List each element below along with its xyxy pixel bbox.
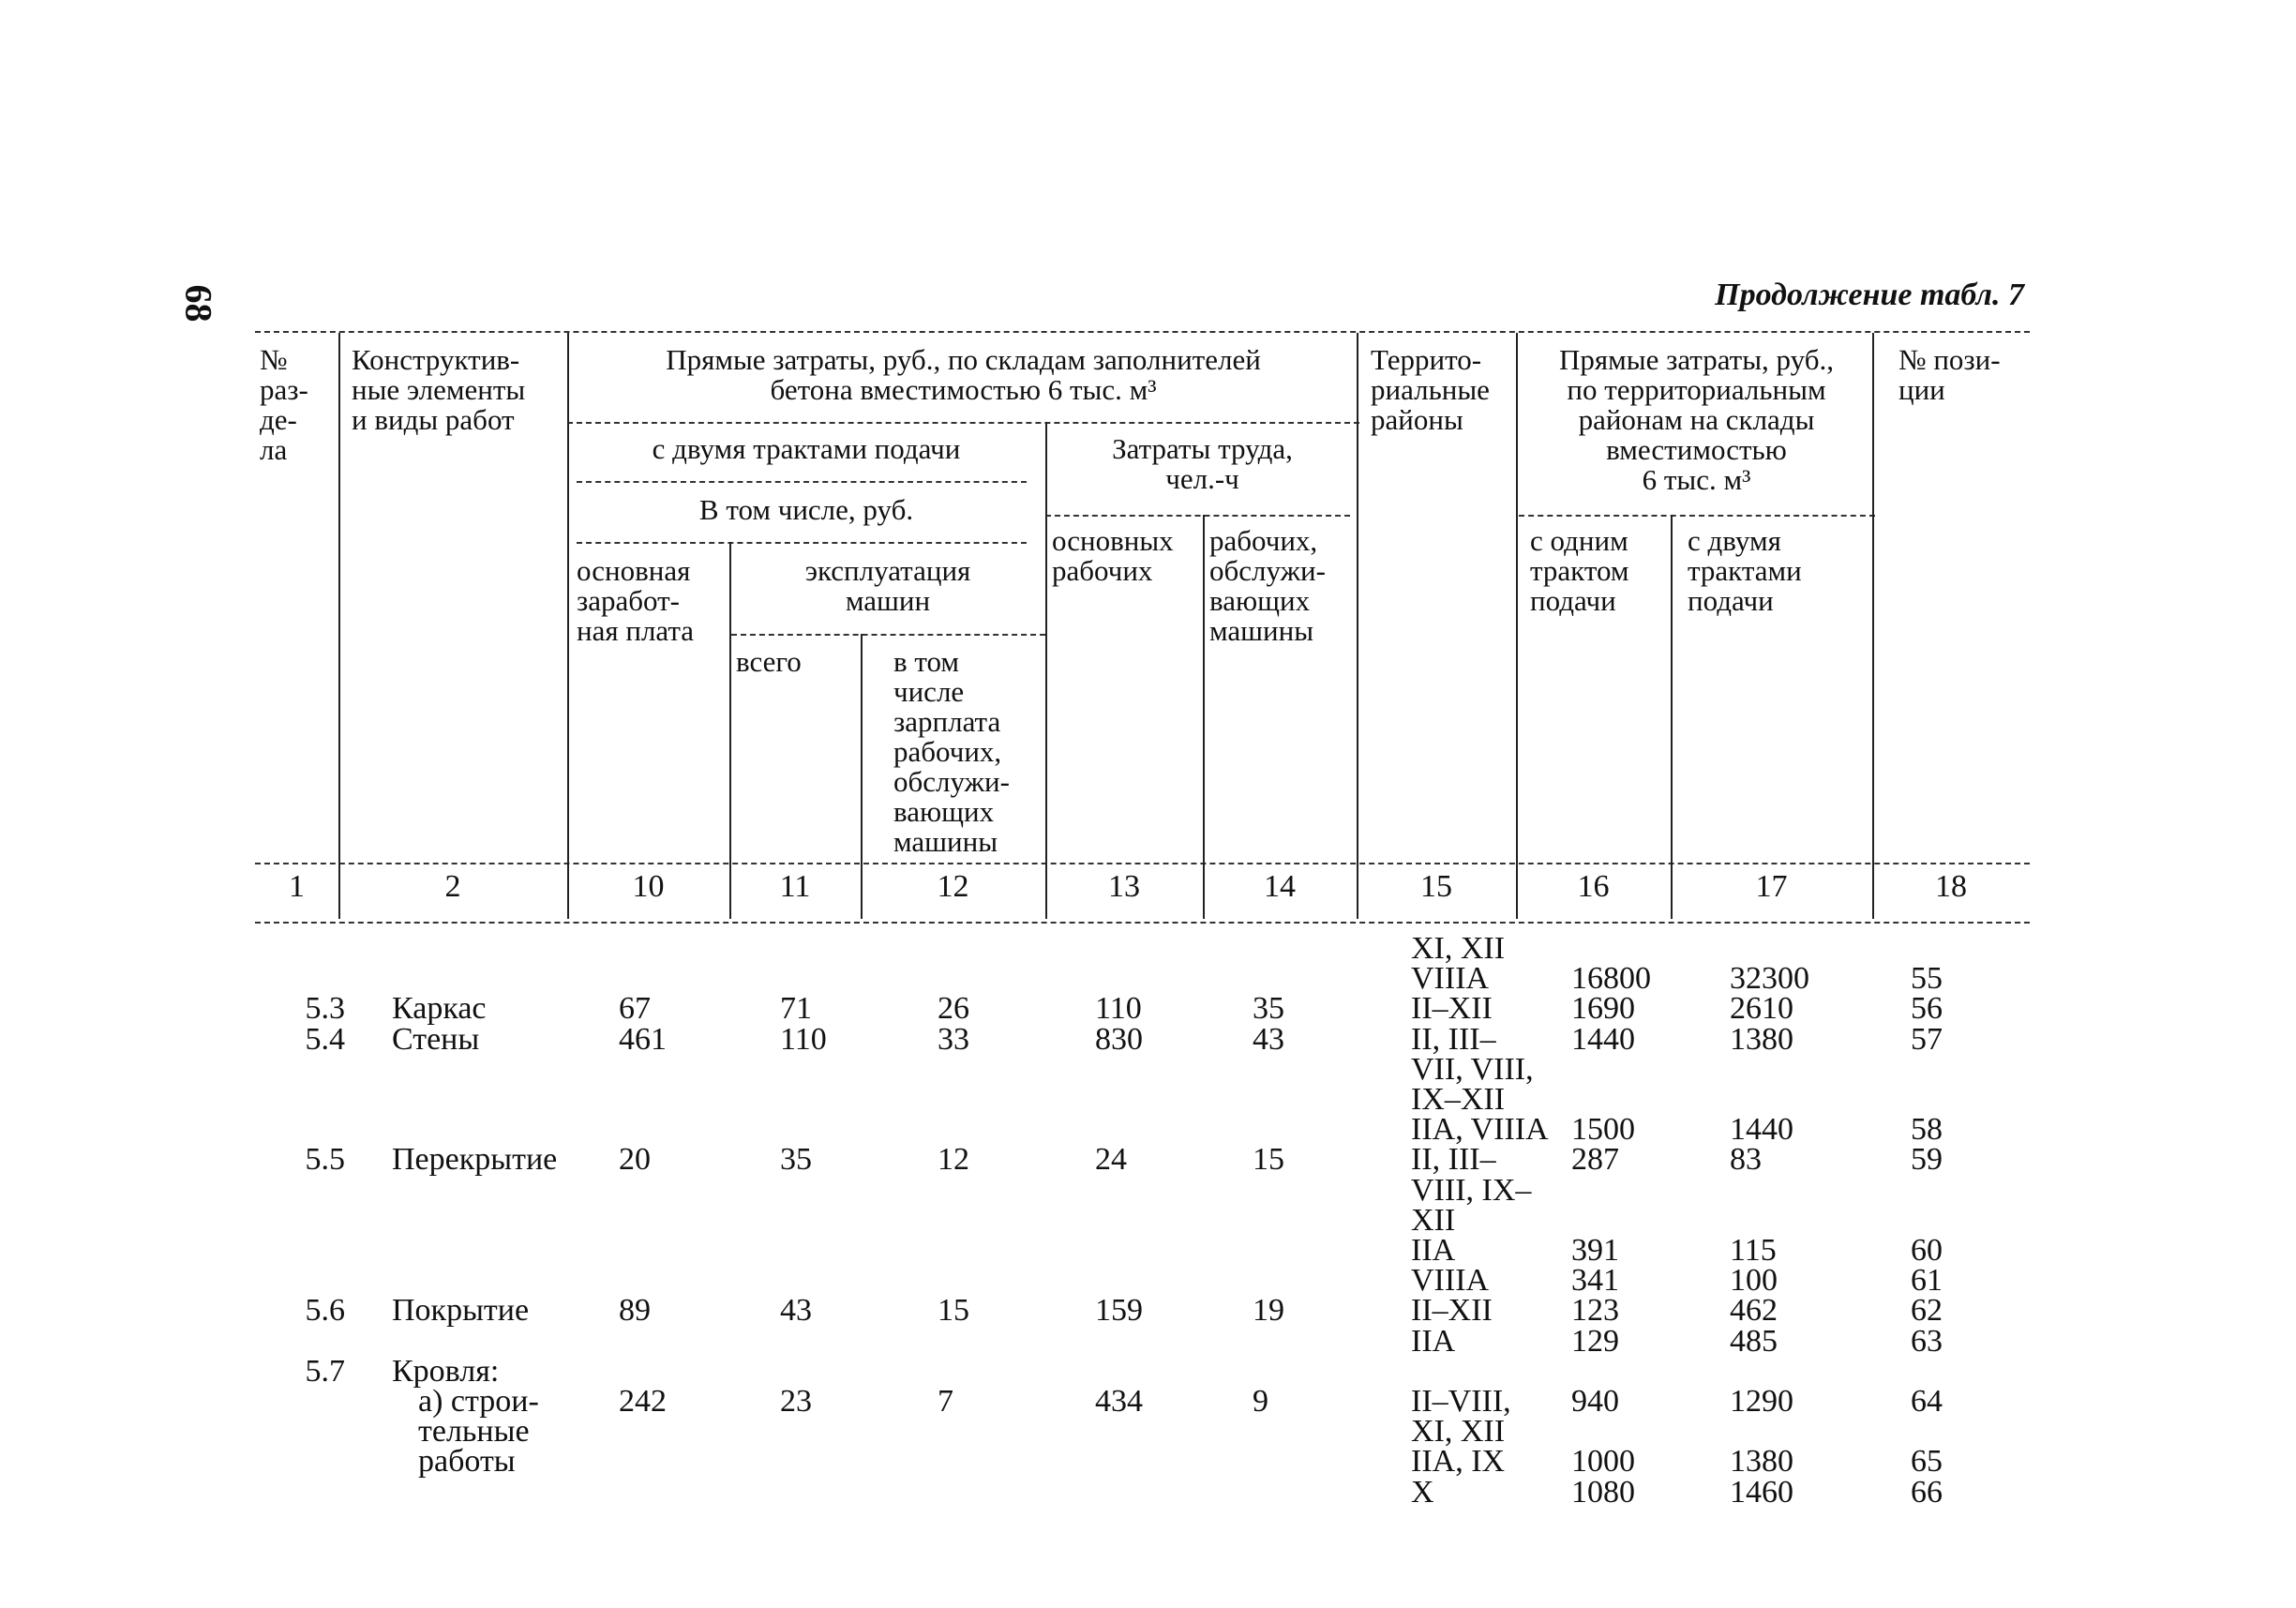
- table-cell-c17: 115: [1730, 1233, 1777, 1268]
- col-number: 17: [1755, 869, 1788, 904]
- table-cell-c12: 15: [938, 1293, 969, 1329]
- table-cell-c16: 129: [1571, 1323, 1619, 1359]
- table-cell-c15: XI, XII: [1411, 1414, 1506, 1450]
- header-rule-labor: [1045, 515, 1350, 517]
- table-cell-c15: II, III–: [1411, 1142, 1496, 1178]
- table-cell-c17: 1290: [1730, 1384, 1793, 1419]
- table-continuation-caption: Продолжение табл. 7: [1715, 278, 2024, 312]
- table-cell-c18: 56: [1911, 991, 1943, 1027]
- table-cell-c13: 159: [1095, 1293, 1143, 1329]
- colnum-bottom-rule: [255, 922, 2030, 924]
- table-cell-c14: 35: [1253, 991, 1284, 1027]
- table-cell-c15: VIIIA: [1411, 961, 1490, 997]
- col-divider: [1872, 333, 1874, 919]
- table-cell-c17: 1440: [1730, 1112, 1793, 1148]
- col-number: 14: [1264, 869, 1296, 904]
- col-divider: [338, 333, 340, 919]
- table-cell-c17: 485: [1730, 1323, 1778, 1359]
- table-cell-c15: II–VIII,: [1411, 1384, 1511, 1419]
- table-cell-c17: 1460: [1730, 1474, 1793, 1510]
- header-rule-direct: [567, 422, 1359, 424]
- table-cell-c16: 123: [1571, 1293, 1619, 1329]
- table-cell-c18: 55: [1911, 961, 1943, 997]
- table-cell-c16: 1080: [1571, 1474, 1635, 1510]
- table-cell-c16: 287: [1571, 1142, 1619, 1178]
- table-cell-c15: IIA: [1411, 1323, 1456, 1359]
- table-cell-c17: 100: [1730, 1263, 1778, 1299]
- table-cell-c10: 242: [619, 1384, 667, 1419]
- col-number: 1: [289, 869, 305, 904]
- col-number: 15: [1420, 869, 1452, 904]
- table-cell-c2: Покрытие: [392, 1293, 530, 1329]
- header-rule-terr: [1519, 515, 1875, 517]
- header-col-12: в том числе зарплата рабочих, обслужи- вающих машины: [893, 645, 1010, 858]
- table-cell-c15: II–XII: [1411, 991, 1493, 1027]
- table-cell-c11: 71: [780, 991, 812, 1027]
- col-number: 12: [937, 869, 969, 904]
- table-cell-c16: 391: [1571, 1233, 1619, 1268]
- header-group-terr: Прямые затраты, руб., по территориальным районам на склады вместимостью 6 тыс. м³: [1558, 343, 1835, 496]
- table-cell-c18: 61: [1911, 1263, 1943, 1299]
- col-divider: [1045, 422, 1047, 919]
- header-rule-two-paths: [577, 481, 1027, 483]
- table-cell-c10: 20: [619, 1142, 651, 1178]
- table-cell-c17: 1380: [1730, 1021, 1793, 1057]
- table-cell-c16: 1440: [1571, 1021, 1635, 1057]
- header-col-10: основная заработ- ная плата: [577, 554, 695, 647]
- table-cell-c12: 7: [938, 1384, 953, 1419]
- table-cell-c14: 43: [1253, 1021, 1284, 1057]
- table-cell-c12: 33: [938, 1021, 969, 1057]
- table-cell-c2: тельные: [418, 1414, 530, 1450]
- table-cell-c10: 89: [619, 1293, 651, 1329]
- header-rule-machines: [731, 634, 1045, 636]
- header-col-1: № раз- де- ла: [260, 343, 308, 466]
- table-cell-c10: 461: [619, 1021, 667, 1057]
- table-cell-c13: 110: [1095, 991, 1142, 1027]
- table-cell-c17: 1380: [1730, 1444, 1793, 1480]
- col-number: 2: [444, 869, 461, 904]
- col-divider: [567, 333, 569, 919]
- table-cell-c1: 5.5: [305, 1142, 345, 1178]
- table-cell-c11: 43: [780, 1293, 812, 1329]
- table-cell-c15: IIA, VIIIA: [1411, 1112, 1549, 1148]
- table-cell-c14: 9: [1253, 1384, 1268, 1419]
- col-divider: [729, 542, 731, 919]
- header-col-13: основных рабочих: [1052, 524, 1174, 587]
- header-group-two-paths: с двумя трактами подачи: [652, 432, 961, 465]
- col-divider: [1203, 515, 1205, 919]
- table-cell-c15: IIA, IX: [1411, 1444, 1506, 1480]
- table-cell-c18: 58: [1911, 1112, 1943, 1148]
- table-cell-c2: Стены: [392, 1021, 480, 1057]
- header-col-11: всего: [736, 645, 802, 678]
- table-cell-c1: 5.6: [305, 1293, 345, 1329]
- table-cell-c16: 1690: [1571, 991, 1635, 1027]
- table-cell-c15: II, III–: [1411, 1021, 1496, 1057]
- table-cell-c14: 19: [1253, 1293, 1284, 1329]
- table-cell-c18: 60: [1911, 1233, 1943, 1268]
- table-cell-c18: 59: [1911, 1142, 1943, 1178]
- table-cell-c10: 67: [619, 991, 651, 1027]
- table-cell-c18: 64: [1911, 1384, 1943, 1419]
- table-cell-c18: 66: [1911, 1474, 1943, 1510]
- header-col-14: рабочих, обслужи- вающих машины: [1209, 524, 1326, 647]
- table-cell-c15: VII, VIII,: [1411, 1051, 1534, 1087]
- table-cell-c11: 23: [780, 1384, 812, 1419]
- header-rule-incl: [577, 542, 1027, 544]
- table-cell-c16: 1500: [1571, 1112, 1635, 1148]
- table-cell-c11: 110: [780, 1021, 827, 1057]
- table-cell-c14: 15: [1253, 1142, 1284, 1178]
- table-top-rule: [255, 331, 2030, 333]
- table-cell-c12: 26: [938, 991, 969, 1027]
- col-divider: [1357, 333, 1358, 919]
- table-cell-c1: 5.3: [305, 991, 345, 1027]
- table-cell-c16: 341: [1571, 1263, 1619, 1299]
- table-cell-c2: Кровля:: [392, 1353, 500, 1389]
- table-cell-c17: 32300: [1730, 961, 1809, 997]
- header-group-machines: эксплуатация машин: [804, 554, 971, 617]
- table-cell-c18: 62: [1911, 1293, 1943, 1329]
- table-cell-c13: 434: [1095, 1384, 1143, 1419]
- col-number: 18: [1935, 869, 1967, 904]
- col-number: 11: [779, 869, 811, 904]
- table-cell-c15: VIIIA: [1411, 1263, 1490, 1299]
- header-col-18: № пози- ции: [1898, 343, 2001, 406]
- table-cell-c18: 63: [1911, 1323, 1943, 1359]
- table-cell-c2: работы: [418, 1444, 516, 1480]
- table-cell-c1: 5.7: [305, 1353, 345, 1389]
- header-col-16: с одним трактом подачи: [1530, 524, 1629, 617]
- table-cell-c15: XI, XII: [1411, 931, 1506, 966]
- col-divider: [1671, 515, 1673, 919]
- table-cell-c18: 57: [1911, 1021, 1943, 1057]
- table-cell-c15: IIA: [1411, 1233, 1456, 1268]
- header-col-15: Террито- риальные районы: [1371, 343, 1490, 436]
- table-cell-c16: 940: [1571, 1384, 1619, 1419]
- table-cell-c13: 24: [1095, 1142, 1127, 1178]
- col-divider: [1516, 333, 1518, 919]
- table-cell-c15: XII: [1411, 1202, 1456, 1238]
- table-cell-c2: а) строи-: [418, 1384, 539, 1419]
- table-cell-c17: 83: [1730, 1142, 1762, 1178]
- table-cell-c16: 16800: [1571, 961, 1651, 997]
- table-cell-c15: VIII, IX–: [1411, 1172, 1532, 1208]
- col-number: 16: [1577, 869, 1610, 904]
- table-cell-c12: 12: [938, 1142, 969, 1178]
- table-cell-c17: 462: [1730, 1293, 1778, 1329]
- table-cell-c15: IX–XII: [1411, 1082, 1506, 1117]
- header-group-incl: В том числе, руб.: [698, 493, 914, 526]
- header-col-17: с двумя трактами подачи: [1688, 524, 1802, 617]
- table-cell-c13: 830: [1095, 1021, 1143, 1057]
- header-col-2: Конструктив- ные элементы и виды работ: [352, 343, 526, 436]
- table-cell-c11: 35: [780, 1142, 812, 1178]
- table-cell-c17: 2610: [1730, 991, 1793, 1027]
- header-bottom-rule: [255, 863, 2030, 864]
- table-cell-c1: 5.4: [305, 1021, 345, 1057]
- col-number: 13: [1108, 869, 1140, 904]
- table-cell-c18: 65: [1911, 1444, 1943, 1480]
- table-cell-c16: 1000: [1571, 1444, 1635, 1480]
- header-group-labor: Затраты труда, чел.-ч: [1112, 432, 1293, 495]
- col-number: 10: [632, 869, 665, 904]
- table-cell-c2: Перекрытие: [392, 1142, 558, 1178]
- table-cell-c2: Каркас: [392, 991, 487, 1027]
- table-cell-c15: II–XII: [1411, 1293, 1493, 1329]
- header-group-direct: Прямые затраты, руб., по складам заполнителей бетона вместимостью 6 тыс. м³: [666, 343, 1261, 406]
- page-number: 68: [177, 284, 220, 323]
- table-cell-c15: X: [1411, 1474, 1434, 1510]
